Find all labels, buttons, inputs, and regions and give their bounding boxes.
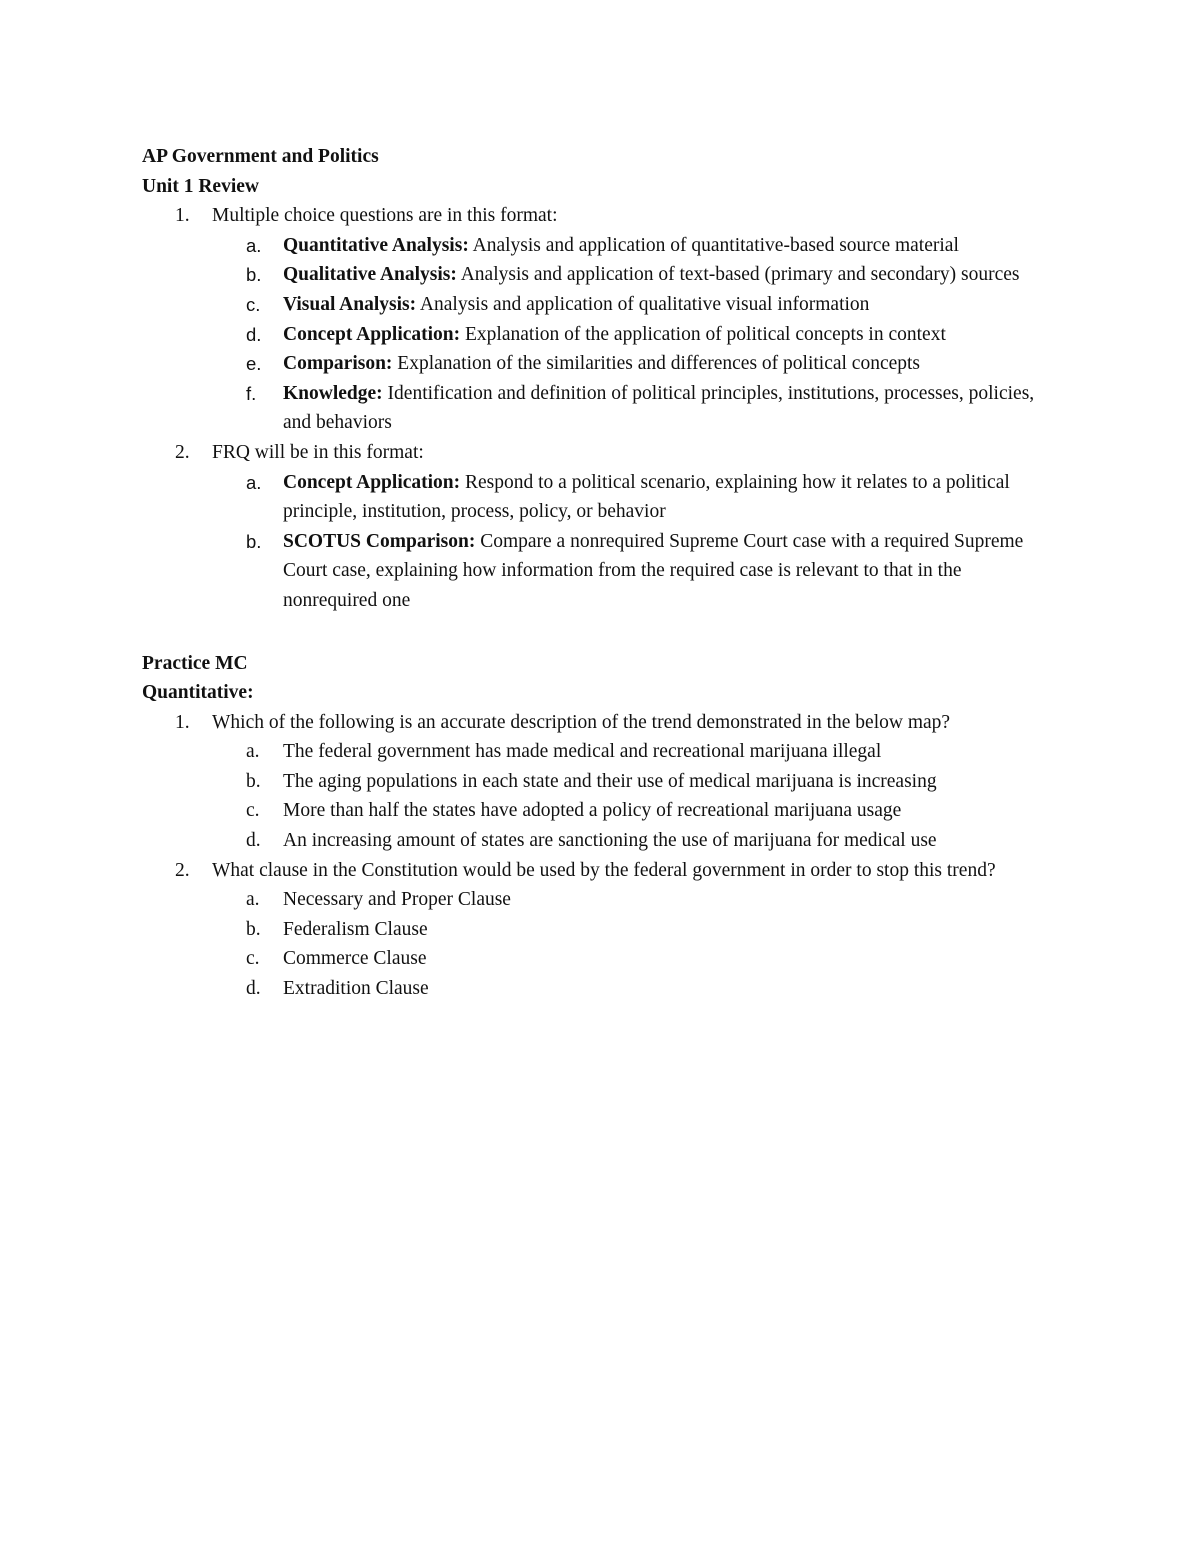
option-letter: b. [246, 770, 261, 792]
description: Explanation of the similarities and differences of political concepts [392, 353, 921, 375]
list-letter: b. [246, 530, 262, 552]
review-item-text: FRQ will be in this format: [212, 441, 424, 463]
list-letter: c. [246, 293, 261, 315]
list-letter: f. [246, 382, 257, 404]
review-subitem-text [283, 349, 1042, 379]
description: Analysis and application of quantitative-based source material [468, 234, 959, 256]
review-subitem [142, 468, 1042, 527]
answer-option [142, 796, 1042, 826]
review-subitem [142, 379, 1042, 438]
list-number: 1. [175, 205, 190, 227]
question [142, 856, 1042, 886]
review-subitem-text [283, 379, 1042, 438]
option-text: An increasing amount of states are sanctioning the use of marijuana for medical use [283, 830, 937, 852]
review-subitem [142, 320, 1042, 350]
description: Compare a nonrequired Supreme Court case with a required Supreme Court case, explaining how information from the required case is relevant to that in the nonrequired one [283, 530, 1024, 611]
list-letter: a. [246, 234, 262, 256]
review-subitem [142, 231, 1042, 261]
section-spacer [142, 616, 1042, 649]
answer-option [142, 944, 1042, 974]
term: Comparison: [283, 353, 393, 375]
review-subitem-text [283, 231, 1042, 261]
option-text: Federalism Clause [283, 918, 428, 940]
review-item [142, 438, 1042, 468]
option-text: Necessary and Proper Clause [283, 889, 511, 911]
term: Knowledge: [283, 382, 383, 404]
option-letter: a. [246, 889, 260, 911]
term: Visual Analysis: [283, 293, 417, 315]
question [142, 708, 1042, 738]
description: Analysis and application of text-based (primary and secondary) sources [456, 264, 1020, 286]
option-letter: d. [246, 830, 261, 852]
description: Respond to a political scenario, explaining how it relates to a political principle, institution, process, policy, or behavior [283, 471, 1010, 523]
answer-option [142, 885, 1042, 915]
option-letter: b. [246, 918, 261, 940]
option-letter: a. [246, 741, 260, 763]
description: Explanation of the application of political concepts in context [460, 323, 946, 345]
option-text: The federal government has made medical and recreational marijuana illegal [283, 741, 882, 763]
description: Identification and definition of political principles, institutions, processes, policies, and behaviors [283, 382, 1035, 434]
option-letter: d. [246, 978, 261, 1000]
review-subitem-text [283, 527, 1042, 616]
term: SCOTUS Comparison: [283, 530, 476, 552]
section-title-practice-mc: Practice MC [142, 652, 248, 674]
list-letter: d. [246, 323, 262, 345]
answer-option [142, 974, 1042, 1004]
option-text: More than half the states have adopted a policy of recreational marijuana usage [283, 800, 902, 822]
review-item-text: Multiple choice questions are in this format: [212, 205, 558, 227]
document-title: AP Government and Politics [142, 146, 379, 167]
review-subitem [142, 260, 1042, 290]
review-subitem-text [283, 468, 1042, 527]
term: Concept Application: [283, 323, 461, 345]
answer-option [142, 767, 1042, 797]
description: Analysis and application of qualitative visual information [416, 293, 870, 315]
list-number: 2. [175, 441, 190, 463]
document-body [142, 142, 1042, 1004]
review-subitem-text [283, 320, 1042, 350]
question-text: Which of the following is an accurate description of the trend demonstrated in the below map? [212, 711, 951, 733]
answer-option [142, 915, 1042, 945]
answer-option [142, 737, 1042, 767]
review-subitem-text [283, 290, 1042, 320]
term: Concept Application: [283, 471, 461, 493]
question-text: What clause in the Constitution would be used by the federal government in order to stop this trend? [212, 859, 996, 881]
subsection-title-quantitative: Quantitative: [142, 682, 254, 704]
review-subitem [142, 527, 1042, 616]
question-number: 2. [175, 859, 190, 881]
list-letter: b. [246, 264, 262, 286]
question-number: 1. [175, 711, 190, 733]
list-letter: a. [246, 471, 262, 493]
option-text: The aging populations in each state and their use of medical marijuana is increasing [283, 770, 937, 792]
term: Quantitative Analysis: [283, 234, 469, 256]
term: Qualitative Analysis: [283, 264, 457, 286]
review-subitem [142, 290, 1042, 320]
option-text: Extradition Clause [283, 978, 429, 1000]
option-letter: c. [246, 948, 260, 970]
section-title-unit-review: Unit 1 Review [142, 175, 259, 197]
option-letter: c. [246, 800, 260, 822]
answer-option [142, 826, 1042, 856]
review-subitem-text [283, 260, 1042, 290]
option-text: Commerce Clause [283, 948, 427, 970]
review-item [142, 201, 1042, 231]
review-subitem [142, 349, 1042, 379]
list-letter: e. [246, 353, 262, 375]
